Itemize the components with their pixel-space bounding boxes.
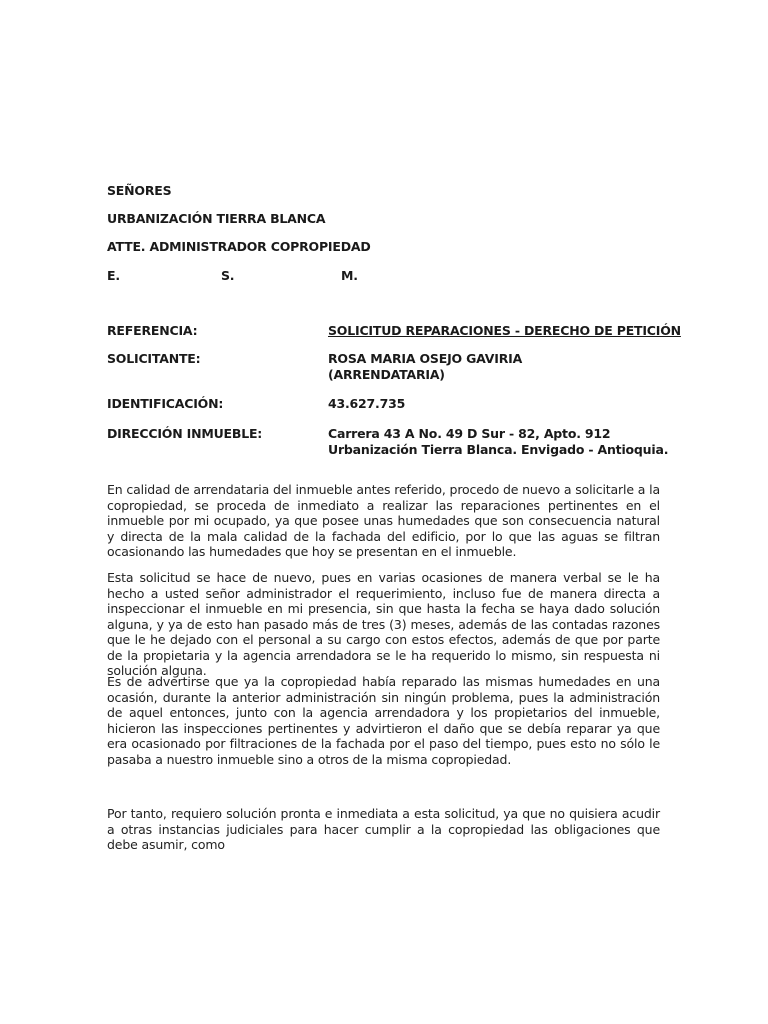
body-paragraph: Es de advertirse que ya la copropiedad había reparado las mismas humedades en una ocasión, durante la anterior administración sin ningún problema, pues la administración de aquel entonces, junto con la agencia arrendadora y los propietarios del inmueble, hicieron las inspecciones pertinentes y advirtieron el daño que se debía reparar ya que era ocasionado por filtraciones de la fachada por el paso del tiempo, pues esto no sólo le pasaba a nuestro inmueble sino a otros de la misma copropiedad. [107,674,660,767]
body-paragraph: Por tanto, requiero solución pronta e inmediata a esta solicitud, ya que no quisiera acudir a otras instancias judiciales para hacer cumplir a la copropiedad las obligaciones que debe asumir, como [107,806,660,852]
ese-m: M. [341,268,358,283]
addressee-attention: ATTE. ADMINISTRADOR COPROPIEDAD [107,239,371,254]
direccion-label: DIRECCIÓN INMUEBLE: [107,426,263,441]
solicitante-name: ROSA MARIA OSEJO GAVIRIA [328,351,523,366]
direccion-street: Carrera 43 A No. 49 D Sur - 82, Apto. 912 [328,426,611,441]
addressee-organization: URBANIZACIÓN TIERRA BLANCA [107,211,326,226]
addressee-line: SEÑORES [107,183,172,198]
referencia-value: SOLICITUD REPARACIONES - DERECHO DE PETICIÓN [328,323,681,338]
body-paragraph: Esta solicitud se hace de nuevo, pues en varias ocasiones de manera verbal se le ha hecho a usted señor administrador el requerimiento, incluso fue de manera directa a inspeccionar el inmueble en mi presencia, sin que hasta la fecha se haya dado solución alguna, y ya de esto han pasado más de tres (3) meses, además de las contadas razones que le he dejado con el personal a su cargo con estos efectos, además de que por parte de la propietaria y la agencia arrendadora se le ha requerido lo mismo, sin respuesta ni solución alguna. [107,570,660,678]
identificacion-value: 43.627.735 [328,396,406,411]
solicitante-value [328,351,522,383]
identificacion-label: IDENTIFICACIÓN: [107,396,224,411]
ese-s: S. [221,268,235,283]
body-paragraph: En calidad de arrendataria del inmueble antes referido, procedo de nuevo a solicitarle a la copropiedad, se proceda de inmediato a realizar las reparaciones pertinentes en el inmueble por mi ocupado, ya que posee unas humedades que son consecuencia natural y directa de la mala calidad de la fachada del edificio, por lo que las aguas se filtran ocasionando las humedades que hoy se presentan en el inmueble. [107,482,660,559]
referencia-label: REFERENCIA: [107,323,198,338]
solicitante-role: (ARRENDATARIA) [328,367,445,382]
solicitante-label: SOLICITANTE: [107,351,201,366]
ese-e: E. [107,268,120,283]
direccion-city: Urbanización Tierra Blanca. Envigado - Antioquia. [328,442,669,457]
direccion-value [328,426,668,458]
